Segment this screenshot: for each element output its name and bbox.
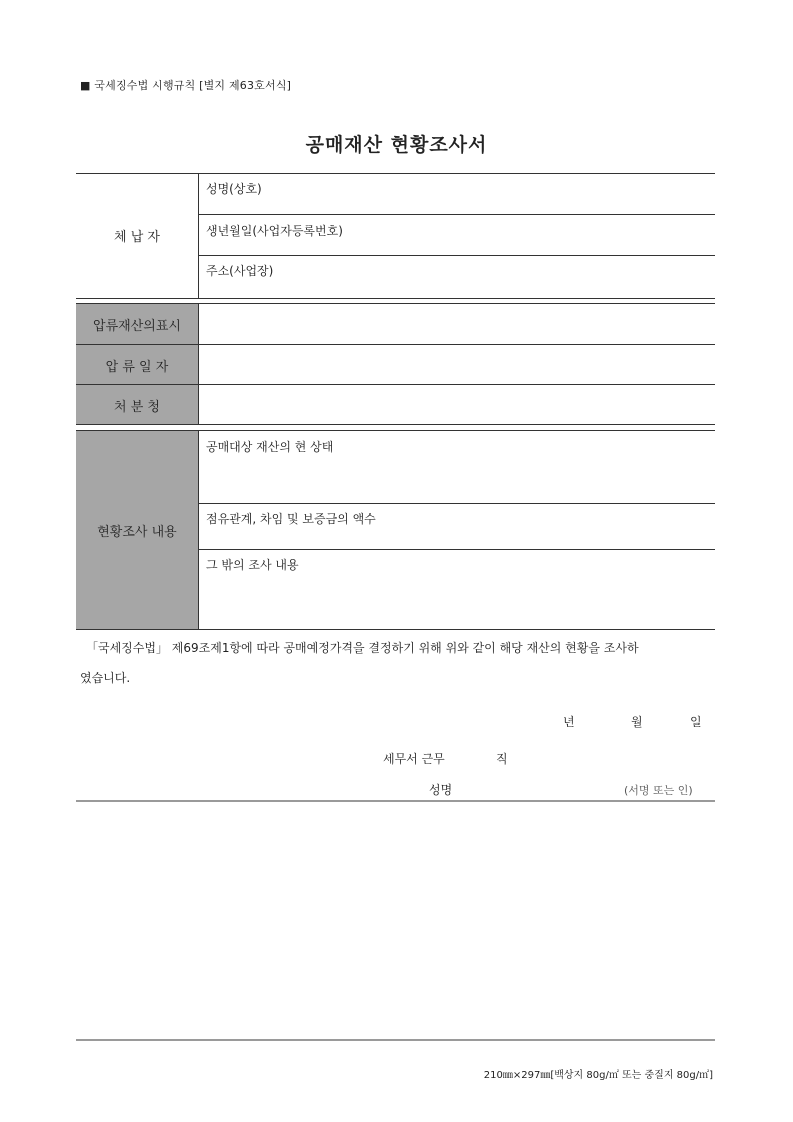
- row-divider: [198, 503, 715, 504]
- paper-spec-footnote: 210㎜×297㎜[백상지 80g/㎡ 또는 중질지 80g/㎡]: [483, 1070, 713, 1081]
- statement-line-2: 였습니다.: [80, 671, 131, 685]
- section-divider: [76, 298, 715, 299]
- statement-line-1: 「국세징수법」 제69조제1항에 따라 공매예정가격을 결정하기 위해 위와 같이 해당 재산의 현황을 조사하: [86, 641, 639, 655]
- current-condition-field: 공매대상 재산의 현 상태: [206, 440, 334, 454]
- column-divider: [198, 431, 199, 629]
- debtor-label: 체 납 자: [114, 230, 160, 245]
- seized-property-label: 압류재산의표시: [93, 318, 181, 334]
- page-bottom-rule: [76, 1039, 715, 1041]
- date-day: 일: [690, 715, 702, 729]
- section-divider: [76, 424, 715, 425]
- form-header-note: ■ 국세징수법 시행규칙 [별지 제63호서식]: [80, 79, 292, 92]
- table-bottom-rule: [76, 629, 715, 630]
- row-divider: [198, 214, 715, 215]
- column-divider: [198, 304, 199, 424]
- date-month: 월: [631, 715, 643, 729]
- debtor-name-field: 성명(상호): [206, 182, 262, 196]
- position-label: 직: [496, 752, 508, 766]
- debtor-address-field: 주소(사업장): [206, 264, 274, 278]
- row-divider: [198, 549, 715, 550]
- other-survey-field: 그 밖의 조사 내용: [206, 558, 299, 572]
- signer-name-label: 성명: [429, 783, 453, 797]
- signature-seal-note: (서명 또는 인): [624, 784, 693, 797]
- seizure-date-label: 압 류 일 자: [105, 359, 169, 375]
- debtor-birthdate-field: 생년월일(사업자등록번호): [206, 224, 343, 238]
- date-year: 년: [563, 715, 575, 729]
- disposing-office-label: 처 분 청: [114, 399, 160, 415]
- signature-bottom-rule: [76, 800, 715, 802]
- tax-office-label: 세무서 근무: [383, 752, 445, 766]
- occupancy-field: 점유관계, 차임 및 보증금의 액수: [206, 512, 376, 526]
- survey-content-label: 현황조사 내용: [97, 524, 177, 540]
- column-divider: [198, 173, 199, 298]
- page-title: 공매재산 현황조사서: [305, 134, 488, 156]
- row-divider: [198, 255, 715, 256]
